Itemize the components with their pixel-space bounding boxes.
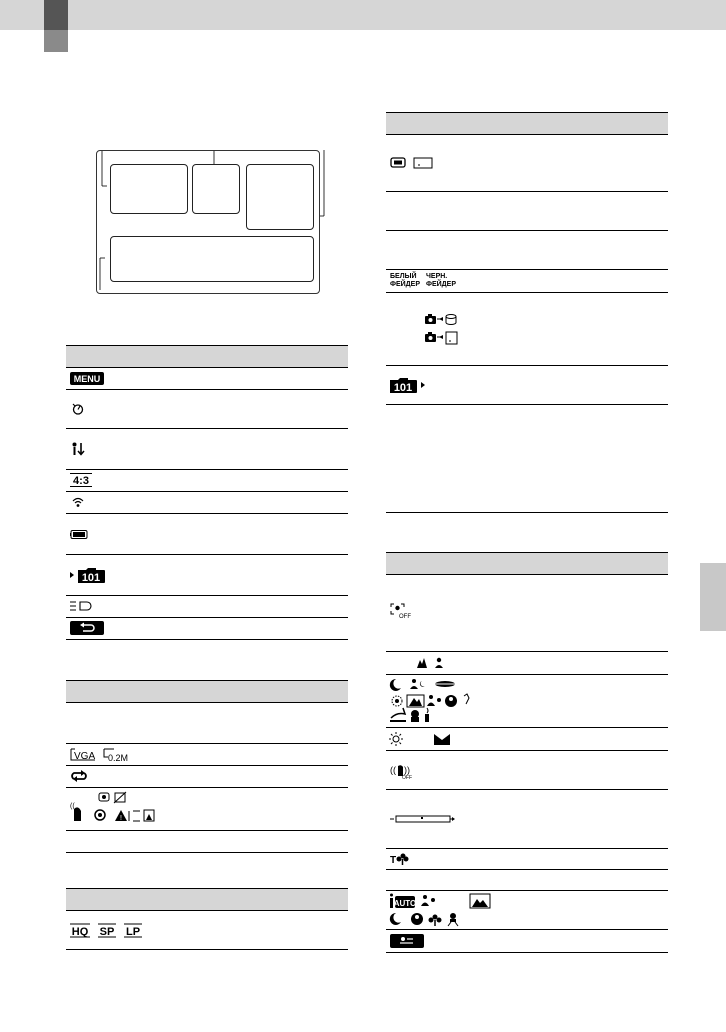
scene-icons-row: [416, 657, 456, 669]
table-row: [66, 367, 348, 390]
page-header-bar: [0, 0, 726, 30]
table-row: [386, 134, 668, 192]
right-table-upper: [386, 112, 668, 513]
folder-label-right: 101: [393, 382, 413, 394]
repeat-icon: [71, 770, 87, 782]
table-row: [66, 618, 348, 640]
table-header: [66, 680, 348, 702]
aspect-ratio-label: 4:3: [73, 475, 89, 487]
steadyshot-off-icon: [390, 763, 414, 779]
playback-folder-icon: [70, 567, 106, 583]
svg-text:OFF: OFF: [399, 614, 411, 620]
table-row: [66, 831, 348, 853]
svg-text:((: ((: [70, 803, 75, 810]
table-row: [386, 891, 668, 930]
svg-text:!: !: [120, 815, 122, 822]
folder-label-left: 101: [81, 572, 101, 584]
manual-adjust-slider-icon: [390, 814, 456, 824]
sp-label: SP: [99, 926, 115, 938]
table-row: [386, 728, 668, 751]
left-table-upper-left: [66, 345, 348, 640]
tele-macro-icon: [390, 852, 414, 866]
settings-button-icon: [390, 934, 424, 948]
diagram-area-upper-left: [110, 164, 188, 214]
face-detection-off-icon: [390, 603, 412, 619]
table-header: [66, 345, 348, 367]
table-row: [386, 849, 668, 870]
image-size-vga-icon: [70, 748, 140, 762]
aspect-ratio-icon: [70, 473, 92, 487]
table-row: [386, 293, 668, 366]
table-header: [386, 552, 668, 574]
table-row: [66, 514, 348, 555]
mic-level-icon: [72, 442, 86, 456]
svg-text:((: ((: [390, 765, 396, 775]
table-row: [66, 492, 348, 514]
diagram-area-upper-right: [246, 164, 314, 230]
fader-black-label: ЧЕРН. ФЕЙДЕР: [426, 273, 456, 288]
table-row: [66, 766, 348, 788]
white-balance-icons: [390, 732, 460, 746]
iauto-label: AUTO: [393, 899, 417, 908]
table-row: [386, 231, 668, 270]
photo-copy-icons: [424, 313, 468, 347]
table-row: [386, 652, 668, 675]
table-row: [386, 270, 668, 293]
left-table-middle: [66, 680, 348, 853]
diagram-area-center: [192, 164, 240, 214]
self-timer-icon: [72, 403, 84, 415]
wifi-icon: [72, 496, 84, 508]
table-row: [386, 751, 668, 790]
table-row: [386, 366, 668, 405]
warning-icons-group: [70, 791, 170, 825]
recording-mode-icons: [70, 923, 150, 939]
fader-white-label: БЕЛЫЙ ФЕЙДЕР: [390, 273, 420, 288]
lp-label: LP: [125, 926, 141, 938]
table-row: [386, 405, 668, 513]
menu-button-icon: [70, 372, 104, 385]
left-table-bottom: [66, 888, 348, 950]
scene-selection-icons: [390, 678, 510, 724]
table-row: [66, 429, 348, 470]
return-icon: [70, 621, 104, 635]
intelligent-auto-icons: [390, 893, 500, 927]
menu-label: MENU: [73, 374, 101, 384]
table-row: [66, 555, 348, 596]
vga-label: VGA: [74, 751, 96, 762]
table-row: [66, 910, 348, 950]
table-header: [386, 112, 668, 134]
svg-text:OFF: OFF: [402, 775, 412, 781]
table-row: [386, 192, 668, 231]
battery-icon: [70, 530, 88, 539]
table-row: [66, 788, 348, 831]
table-row: [66, 390, 348, 429]
hq-label: HQ: [71, 926, 89, 938]
right-table-lower: [386, 552, 668, 953]
table-header: [66, 888, 348, 910]
table-row: [386, 870, 668, 891]
table-row: [386, 930, 668, 953]
table-row: [66, 702, 348, 744]
tele-macro-label: T: [390, 855, 397, 866]
table-row: [386, 790, 668, 849]
table-row: [66, 744, 348, 766]
screen-layout-diagram: [96, 150, 328, 296]
diagram-area-bottom: [110, 236, 314, 282]
table-row: [66, 596, 348, 618]
size-02m-label: 0.2M: [108, 753, 129, 763]
zoom-icon: [70, 600, 90, 612]
table-row: [386, 574, 668, 652]
page-header-marker-lower: [44, 30, 68, 52]
svg-text:)): )): [404, 765, 410, 775]
media-memory-icons: [390, 157, 438, 169]
side-index-tab: [700, 563, 726, 631]
table-row: [386, 675, 668, 728]
record-folder-icon: [390, 377, 430, 393]
table-row: [66, 470, 348, 492]
